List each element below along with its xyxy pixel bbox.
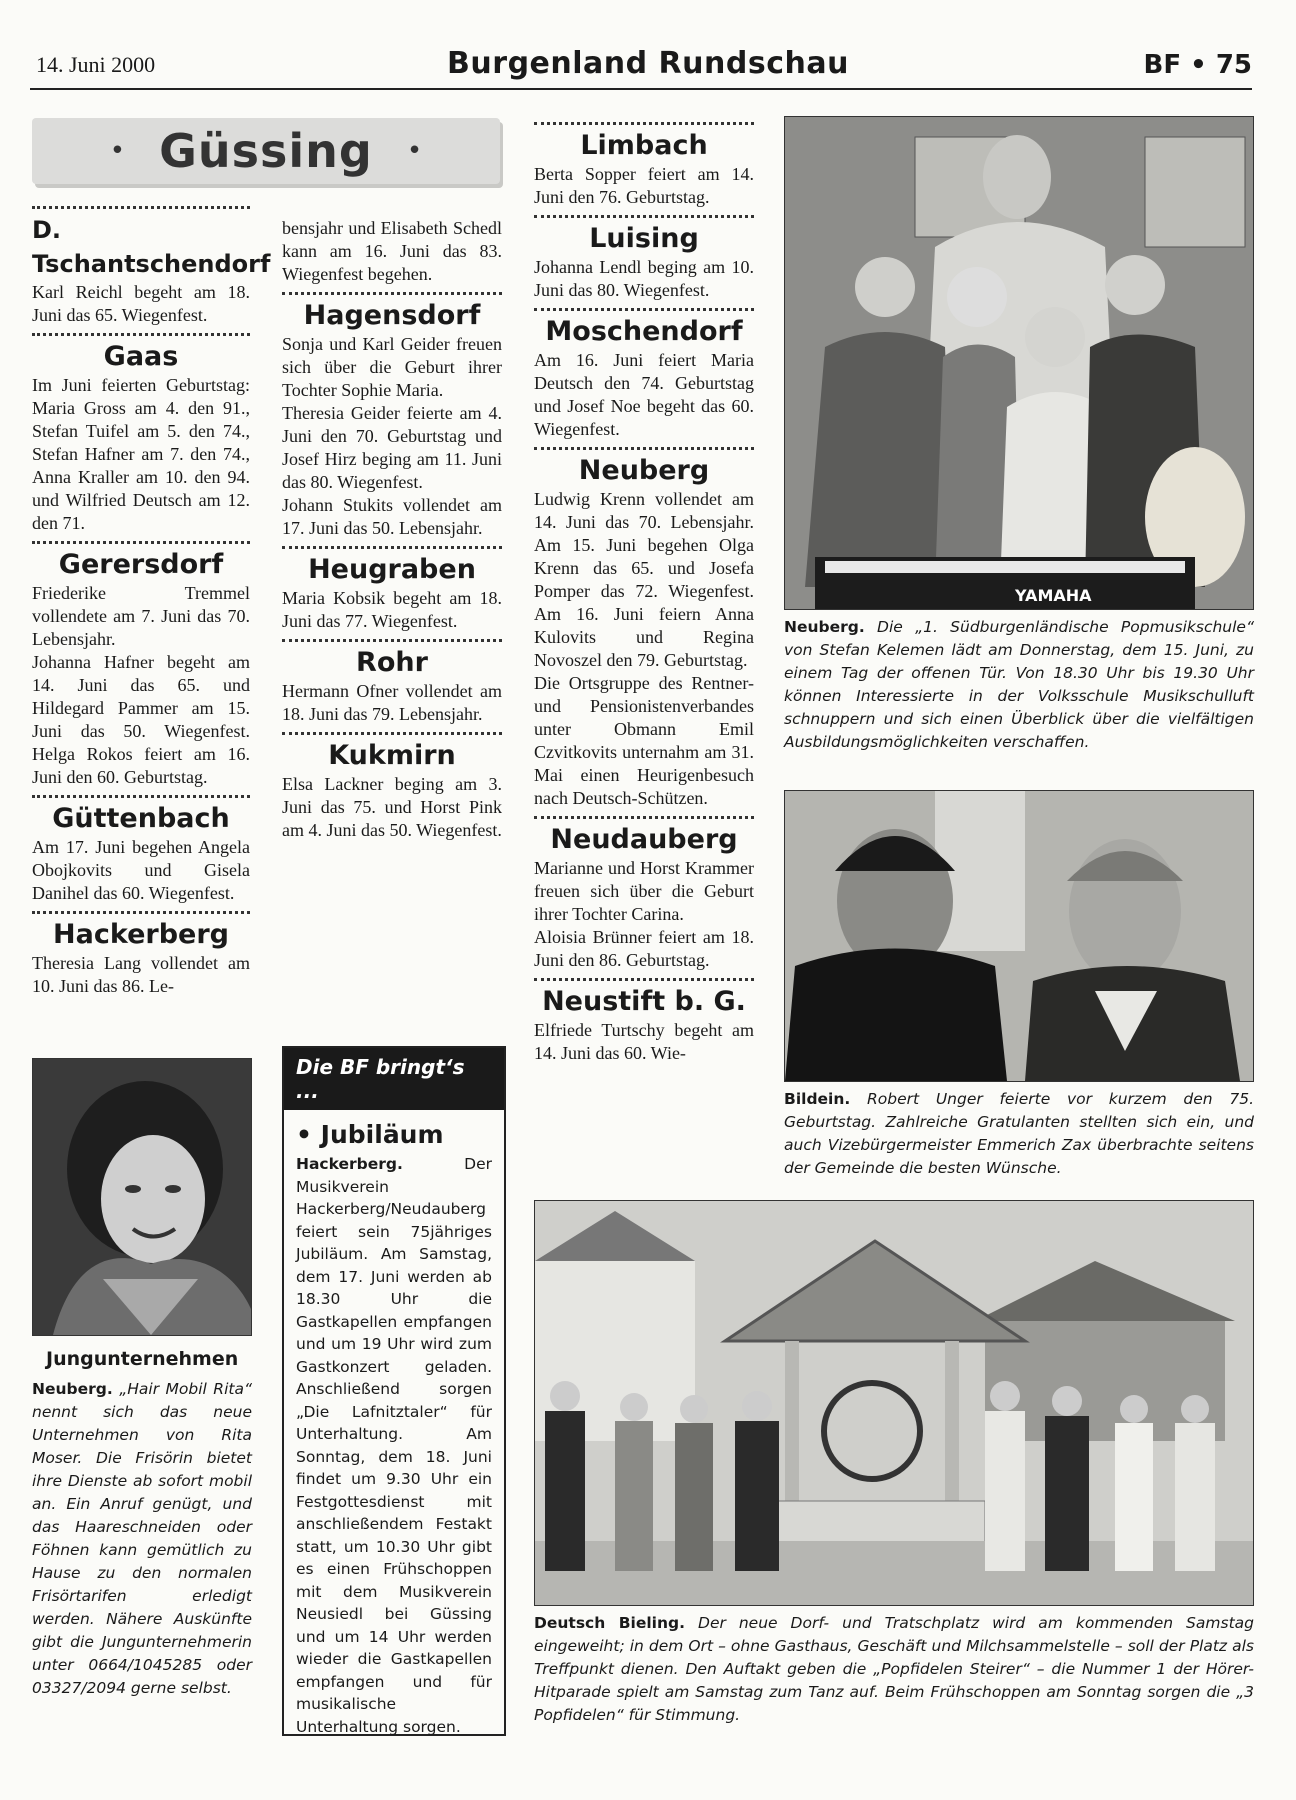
dotted-divider: [534, 215, 754, 218]
caption-place: Bildein.: [784, 1090, 851, 1108]
bildein-image: [785, 791, 1253, 1081]
dotted-divider: [534, 978, 754, 981]
dotted-divider: [32, 795, 250, 798]
dotted-divider: [282, 639, 502, 642]
bullet-icon: •: [406, 136, 423, 166]
info-box: [282, 1046, 506, 1736]
article-text: Ludwig Krenn vollendet am 14. Juni das 70. Lebensjahr. Am 15. Juni begehen Olga Krenn das 65. und Josefa Pomper das 72. Wiegenfest. Am 16. Juni feiern Anna Kulovits und Regina Novoszel den 79. Geburtstag.: [534, 489, 754, 670]
dotted-divider: [32, 911, 250, 914]
issue-date: 14. Juni 2000: [36, 52, 156, 77]
dotted-divider: [32, 206, 250, 209]
place-heading: Neudauberg: [550, 824, 738, 855]
place-heading: Hagensdorf: [303, 300, 481, 331]
photo-caption: [32, 1378, 252, 1700]
place-heading: Rohr: [356, 647, 428, 678]
caption-place: Neuberg.: [784, 618, 865, 636]
section-banner: [32, 118, 500, 184]
photo-bildein: [784, 790, 1254, 1082]
article-text: Marianne und Horst Krammer freuen sich über die Geburt ihrer Tochter Carina.: [534, 858, 754, 924]
newspaper-title: Burgenland Rundschau: [447, 46, 849, 81]
bullet-icon: •: [109, 136, 126, 166]
caption-text: „Hair Mobil Rita“ nennt sich das neue Unternehmen von Rita Moser. Die Frisörin bietet ihre Dienste ab sofort mobil an. Ein Anruf genügt, und das Haareschneiden oder Föhnen kann gemütlich zu Hause zu den normalen Frisörtarifen erledigt werden. Nähere Auskünfte gibt die Jungunternehmerin unter 0664/1045285 oder 03327/2094 gerne selbst.: [32, 1380, 252, 1697]
page-number: BF • 75: [1143, 50, 1252, 80]
place-heading: Neustift b. G.: [542, 986, 746, 1017]
dotted-divider: [282, 292, 502, 295]
section-title: Güssing: [159, 124, 373, 178]
article-text: Am 16. Juni feiert Maria Deutsch den 74. Geburtstag und Josef Noe begeht das 60. Wiegenfest.: [534, 350, 754, 439]
music-school-image: [785, 117, 1253, 609]
article-text: Aloisia Brünner feiert am 18. Juni den 86. Geburtstag.: [534, 927, 754, 970]
photo-caption: [784, 616, 1254, 754]
article-text: Elsa Lackner beging am 3. Juni das 75. und Horst Pink am 4. Juni das 50. Wiegenfest.: [282, 774, 502, 840]
caption-place: Neuberg.: [32, 1380, 113, 1398]
dotted-divider: [534, 447, 754, 450]
article-text: Elfriede Turtschy begeht am 14. Juni das 60. Wie-: [534, 1020, 754, 1063]
place-heading: Heugraben: [308, 554, 476, 585]
article-text: Im Juni feierten Geburtstag: Maria Gross am 4. den 91., Stefan Tuifel am 5. den 74., Stefan Hafner am 7. den 74., Anna Kraller am 10. den 94. und Wilfried Deutsch am 12. den 71.: [32, 375, 250, 533]
place-heading: Hackerberg: [53, 919, 229, 950]
photo-rita-moser: [32, 1058, 252, 1336]
info-box-text: [296, 1153, 492, 1738]
keyboard-brand: YAMAHA: [1015, 586, 1092, 605]
caption-text: Der neue Dorf- und Tratschplatz wird am kommenden Samstag eingeweiht; in dem Ort – ohne Gasthaus, Geschäft und Milchsammelstelle – soll der Platz als Treffpunkt dienen. Den Auftakt geben die „Popfidelen Steirer“ – die Nummer 1 der Hörer-Hitparade spielt am Samstag zum Tanz auf. Beim Frühschoppen am Sonntag sorgen die „3 Popfidelen“ für Stimmung.: [534, 1614, 1254, 1724]
column-3: [534, 116, 754, 1065]
place-heading: Gaas: [103, 341, 179, 372]
dotted-divider: [534, 816, 754, 819]
article-text: Friederike Tremmel vollendete am 7. Juni das 70. Lebensjahr.: [32, 583, 250, 649]
article-text: Die Ortsgruppe des Rentner- und Pensionistenverbandes unter Obmann Emil Czvitkovits unternahm am 31. Mai einen Heurigenbesuch nach Deutsch-Schützen.: [534, 673, 754, 808]
place-heading: Neuberg: [578, 455, 710, 486]
article-text: Maria Kobsik begeht am 18. Juni das 77. Wiegenfest.: [282, 588, 502, 631]
article-text: Berta Sopper feiert am 14. Juni den 76. Geburtstag.: [534, 164, 754, 207]
article-text: Karl Reichl begeht am 18. Juni das 65. Wiegenfest.: [32, 282, 250, 325]
article-text: bensjahr und Elisabeth Schedl kann am 16. Juni das 83. Wiegenfest begehen.: [282, 218, 502, 284]
article-text: Johanna Lendl beging am 10. Juni das 80. Wiegenfest.: [534, 257, 754, 300]
photo-caption: [534, 1612, 1254, 1727]
column-2: [282, 200, 502, 842]
article-text: Theresia Lang vollendet am 10. Juni das 86. Le-: [32, 953, 250, 996]
info-box-subheading: • Jubiläum: [296, 1120, 444, 1149]
place-heading: D. Tschantschendorf: [32, 216, 271, 278]
photo-popmusikschule: [784, 116, 1254, 610]
dotted-divider: [534, 122, 754, 125]
place-heading: Luising: [589, 223, 699, 254]
place-heading: Limbach: [580, 130, 708, 161]
photo-deutsch-bieling: [534, 1200, 1254, 1606]
info-box-heading: Die BF bringt‘s ...: [284, 1048, 504, 1110]
dotted-divider: [282, 732, 502, 735]
article-text: Sonja und Karl Geider freuen sich über die Geburt ihrer Tochter Sophie Maria.: [282, 334, 502, 400]
caption-text: Die „1. Südburgenländische Popmusikschule“ von Stefan Kelemen lädt am Donnerstag, dem 15. Juni, zu einem Tag der offenen Tür. Von 18.30 Uhr bis 19.30 Uhr können Interessierte in der Volksschule Musikschulluft schnuppern und sich einen Überblick über die vielfältigen Ausbildungsmöglichkeiten verschaffen.: [784, 618, 1254, 751]
photo-caption: [784, 1088, 1254, 1180]
article-text: Theresia Geider feierte am 4. Juni den 70. Geburtstag und Josef Hirz beging am 11. Juni das 80. Wiegenfest.: [282, 403, 502, 492]
village-square-image: [535, 1201, 1253, 1605]
info-box-place: Hackerberg.: [296, 1155, 403, 1173]
caption-place: Deutsch Bieling.: [534, 1614, 686, 1632]
info-box-body: Der Musikverein Hackerberg/Neudauberg feiert sein 75jähriges Jubiläum. Am Samstag, dem 17. Juni werden ab 18.30 Uhr die Gastkapellen empfangen und um 19 Uhr wird zum Gastkonzert geladen. Anschließend sorgen „Die Lafnitztaler“ für Unterhaltung. Am Sonntag, dem 18. Juni findet um 9.30 Uhr ein Festgottesdienst mit anschließendem Festakt statt, um 10.30 Uhr gibt es einen Frühschoppen mit dem Musikverein Neusiedl bei Güssing und um 14 Uhr werden wieder die Gastkapellen empfangen und für musikalische Unterhaltung sorgen.: [296, 1155, 492, 1736]
dotted-divider: [282, 546, 502, 549]
article-text: Johanna Hafner begeht am 14. Juni das 65. und Hildegard Pammer am 15. Juni das 50. Wiegenfest. Helga Rokos feiert am 16. Juni den 60. Geburtstag.: [32, 652, 250, 787]
column-1: [32, 200, 271, 998]
photo-heading: Jungunternehmen: [46, 1348, 239, 1370]
dotted-divider: [534, 308, 754, 311]
place-heading: Güttenbach: [52, 803, 230, 834]
article-text: Am 17. Juni begehen Angela Obojkovits und Gisela Danihel das 60. Wiegenfest.: [32, 837, 250, 903]
header-rule: [30, 88, 1252, 90]
place-heading: Gerersdorf: [58, 549, 224, 580]
place-heading: Kukmirn: [328, 740, 456, 771]
article-text: Hermann Ofner vollendet am 18. Juni das 79. Lebensjahr.: [282, 681, 502, 724]
caption-text: Robert Unger feierte vor kurzem den 75. Geburtstag. Zahlreiche Gratulanten stellten sich ein, und auch Vizebürgermeister Emmerich Zax überbrachte seitens der Gemeinde die besten Wünsche.: [784, 1090, 1254, 1177]
article-text: Johann Stukits vollendet am 17. Juni das 50. Lebensjahr.: [282, 495, 502, 538]
portrait-image: [33, 1059, 251, 1335]
dotted-divider: [32, 541, 250, 544]
dotted-divider: [32, 333, 250, 336]
place-heading: Moschendorf: [545, 316, 743, 347]
